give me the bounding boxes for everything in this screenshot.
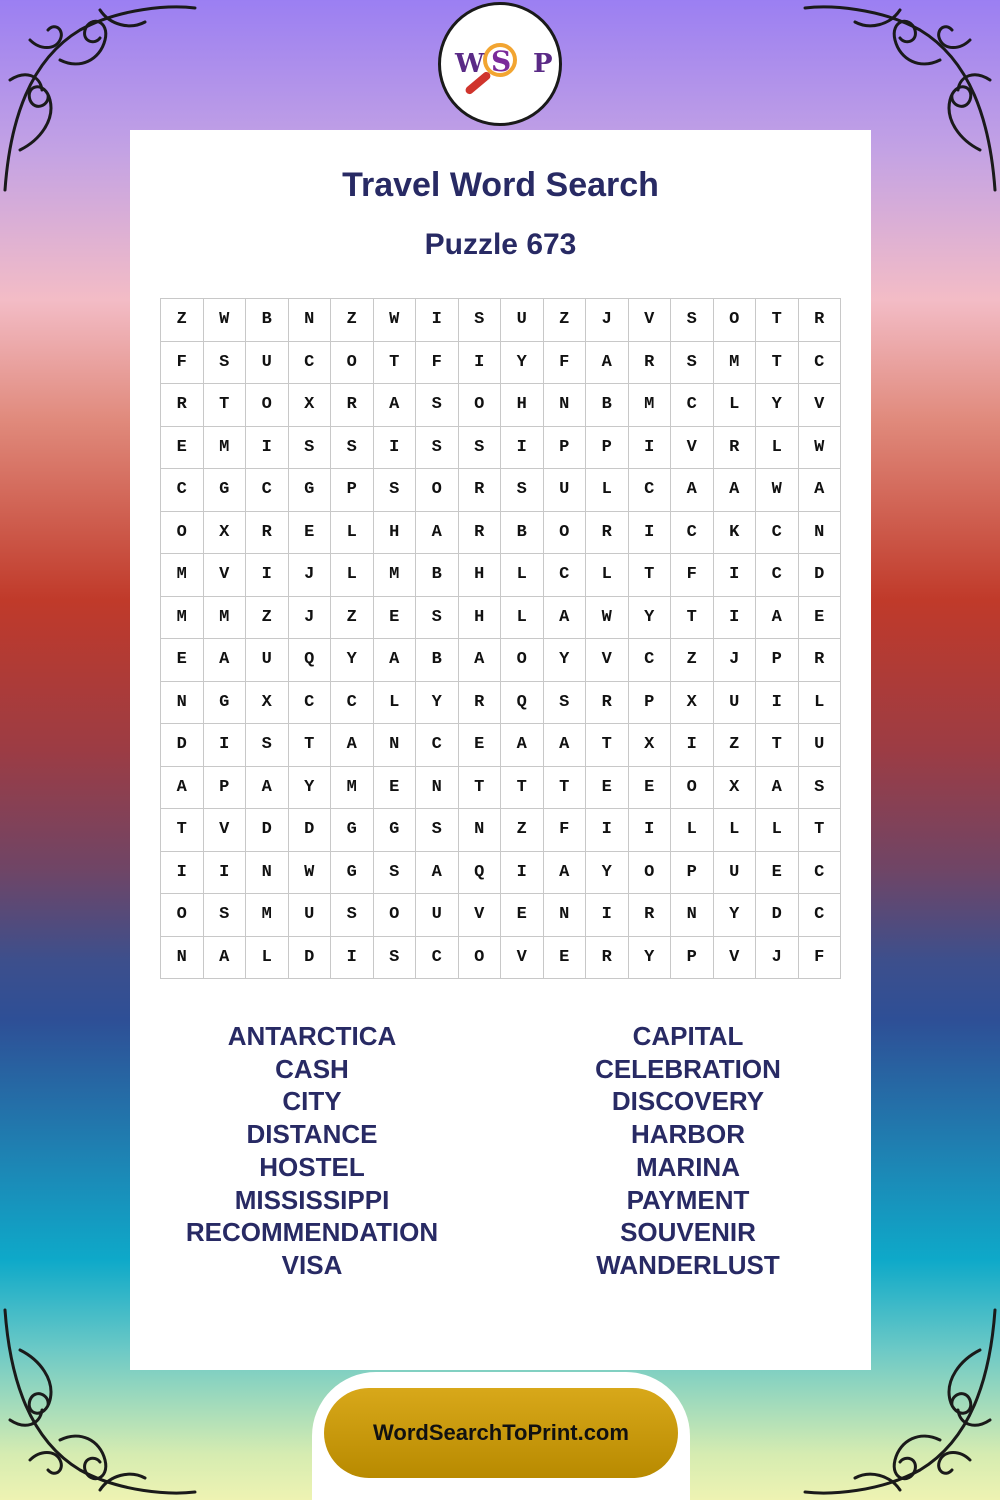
grid-cell[interactable]: W (204, 299, 247, 342)
word-list-item: SOUVENIR (620, 1217, 756, 1248)
grid-cell[interactable]: S (799, 767, 842, 810)
grid-cell[interactable]: A (501, 724, 544, 767)
grid-cell[interactable]: A (416, 512, 459, 555)
grid-cell[interactable]: Z (331, 299, 374, 342)
grid-cell[interactable]: C (799, 894, 842, 937)
grid-cell[interactable]: I (586, 894, 629, 937)
grid-cell[interactable]: P (331, 469, 374, 512)
grid-cell[interactable]: S (416, 384, 459, 427)
grid-cell[interactable]: A (586, 342, 629, 385)
grid-cell[interactable]: M (204, 427, 247, 470)
grid-cell[interactable]: L (501, 597, 544, 640)
grid-cell[interactable]: C (756, 512, 799, 555)
grid-cell[interactable]: Y (714, 894, 757, 937)
grid-cell[interactable]: I (331, 937, 374, 980)
grid-cell[interactable]: F (544, 342, 587, 385)
grid-cell[interactable]: P (204, 767, 247, 810)
grid-cell[interactable]: W (586, 597, 629, 640)
grid-cell[interactable]: C (331, 682, 374, 725)
grid-cell[interactable]: L (714, 384, 757, 427)
grid-cell[interactable]: Q (501, 682, 544, 725)
grid-cell[interactable]: S (331, 427, 374, 470)
grid-cell[interactable]: W (374, 299, 417, 342)
grid-cell[interactable]: I (586, 809, 629, 852)
grid-cell[interactable]: R (459, 512, 502, 555)
grid-cell[interactable]: C (289, 342, 332, 385)
grid-cell[interactable]: A (544, 852, 587, 895)
grid-cell[interactable]: O (246, 384, 289, 427)
footer-banner-wrap (312, 1372, 690, 1500)
grid-cell[interactable]: R (586, 512, 629, 555)
grid-cell[interactable]: S (374, 469, 417, 512)
word-list-item: VISA (281, 1249, 343, 1280)
grid-cell[interactable]: V (459, 894, 502, 937)
grid-cell[interactable]: A (756, 767, 799, 810)
grid-cell[interactable]: C (799, 342, 842, 385)
word-list-item: PAYMENT (626, 1184, 750, 1215)
grid-cell[interactable]: J (586, 299, 629, 342)
grid-cell[interactable]: T (204, 384, 247, 427)
word-list-item: RECOMMENDATION (185, 1217, 439, 1248)
grid-cell[interactable]: T (629, 554, 672, 597)
grid-cell[interactable]: I (416, 299, 459, 342)
grid-cell[interactable]: Q (459, 852, 502, 895)
grid-cell[interactable]: X (671, 682, 714, 725)
grid-cell[interactable]: M (246, 894, 289, 937)
grid-cell[interactable]: A (544, 724, 587, 767)
word-list-right (508, 1020, 868, 1282)
grid-cell[interactable]: Y (586, 852, 629, 895)
grid-cell[interactable]: Z (331, 597, 374, 640)
grid-cell[interactable]: S (544, 682, 587, 725)
grid-cell[interactable]: L (246, 937, 289, 980)
grid-cell[interactable]: D (289, 937, 332, 980)
grid-cell[interactable]: F (544, 809, 587, 852)
word-list-item: MARINA (636, 1151, 740, 1182)
grid-cell[interactable]: C (544, 554, 587, 597)
grid-cell[interactable]: S (416, 597, 459, 640)
grid-cell[interactable]: M (374, 554, 417, 597)
grid-cell[interactable]: A (671, 469, 714, 512)
grid-cell[interactable]: I (756, 682, 799, 725)
grid-cell[interactable]: O (671, 767, 714, 810)
word-list-item: CAPITAL (632, 1021, 744, 1051)
grid-cell[interactable]: L (714, 809, 757, 852)
grid-cell[interactable]: N (246, 852, 289, 895)
grid-cell[interactable]: A (714, 469, 757, 512)
grid-cell[interactable]: X (714, 767, 757, 810)
grid-cell[interactable]: M (714, 342, 757, 385)
grid-cell[interactable]: P (671, 852, 714, 895)
grid-cell[interactable]: E (629, 767, 672, 810)
grid-cell[interactable]: S (671, 342, 714, 385)
grid-cell[interactable]: A (246, 767, 289, 810)
grid-cell[interactable]: A (374, 639, 417, 682)
grid-cell[interactable]: Z (501, 809, 544, 852)
grid-cell[interactable]: T (161, 809, 204, 852)
grid-cell[interactable]: E (161, 427, 204, 470)
grid-cell[interactable]: E (799, 597, 842, 640)
grid-cell[interactable]: S (416, 809, 459, 852)
grid-cell[interactable]: B (246, 299, 289, 342)
grid-cell[interactable]: D (289, 809, 332, 852)
grid-cell[interactable]: O (374, 894, 417, 937)
grid-cell[interactable]: R (459, 682, 502, 725)
grid-cell[interactable]: H (374, 512, 417, 555)
grid-cell[interactable]: T (756, 724, 799, 767)
grid-cell[interactable]: E (459, 724, 502, 767)
grid-cell[interactable]: R (799, 639, 842, 682)
grid-cell[interactable]: U (246, 639, 289, 682)
grid-cell[interactable]: V (586, 639, 629, 682)
grid-cell[interactable]: C (416, 937, 459, 980)
grid-cell[interactable]: I (629, 427, 672, 470)
letter-grid (160, 298, 841, 979)
grid-cell[interactable]: U (416, 894, 459, 937)
grid-cell[interactable]: X (629, 724, 672, 767)
grid-cell[interactable]: Y (331, 639, 374, 682)
grid-cell[interactable]: A (161, 767, 204, 810)
grid-cell[interactable]: P (544, 427, 587, 470)
grid-cell[interactable]: S (459, 299, 502, 342)
grid-cell[interactable]: F (416, 342, 459, 385)
grid-cell[interactable]: N (459, 809, 502, 852)
grid-cell[interactable]: I (204, 724, 247, 767)
grid-cell[interactable]: V (204, 554, 247, 597)
grid-cell[interactable]: N (161, 937, 204, 980)
grid-cell[interactable]: A (459, 639, 502, 682)
grid-cell[interactable]: L (374, 682, 417, 725)
grid-cell[interactable]: O (629, 852, 672, 895)
grid-cell[interactable]: E (501, 894, 544, 937)
grid-cell[interactable]: L (799, 682, 842, 725)
grid-cell[interactable]: U (246, 342, 289, 385)
grid-cell[interactable]: T (586, 724, 629, 767)
grid-cell[interactable]: U (714, 682, 757, 725)
grid-cell[interactable]: R (246, 512, 289, 555)
grid-cell[interactable]: O (161, 894, 204, 937)
grid-cell[interactable]: B (501, 512, 544, 555)
word-list-item: CELEBRATION (595, 1053, 781, 1084)
grid-cell[interactable]: I (246, 554, 289, 597)
grid-cell[interactable]: N (289, 299, 332, 342)
grid-cell[interactable]: I (374, 427, 417, 470)
grid-cell[interactable]: W (799, 427, 842, 470)
grid-cell[interactable]: E (756, 852, 799, 895)
word-list-item: HOSTEL (259, 1151, 365, 1182)
grid-cell[interactable]: P (629, 682, 672, 725)
grid-cell[interactable]: A (799, 469, 842, 512)
grid-cell[interactable]: R (161, 384, 204, 427)
grid-cell[interactable]: E (161, 639, 204, 682)
grid-cell[interactable]: T (544, 767, 587, 810)
grid-cell[interactable]: T (799, 809, 842, 852)
grid-cell[interactable]: N (544, 894, 587, 937)
grid-cell[interactable]: P (586, 427, 629, 470)
grid-cell[interactable]: N (799, 512, 842, 555)
grid-cell[interactable]: F (671, 554, 714, 597)
grid-cell[interactable]: C (161, 469, 204, 512)
grid-cell[interactable]: O (416, 469, 459, 512)
grid-cell[interactable]: O (459, 937, 502, 980)
site-logo[interactable] (438, 2, 562, 126)
grid-cell[interactable]: O (501, 639, 544, 682)
grid-cell[interactable]: A (756, 597, 799, 640)
grid-cell[interactable]: Y (416, 682, 459, 725)
page-title: Travel Word Search (342, 166, 659, 204)
grid-cell[interactable]: U (501, 299, 544, 342)
grid-cell[interactable]: Z (161, 299, 204, 342)
grid-cell[interactable]: Y (289, 767, 332, 810)
grid-cell[interactable]: G (331, 809, 374, 852)
grid-cell[interactable]: Y (629, 937, 672, 980)
grid-cell[interactable]: L (586, 469, 629, 512)
grid-cell[interactable]: K (714, 512, 757, 555)
grid-cell[interactable]: Y (501, 342, 544, 385)
grid-cell[interactable]: P (671, 937, 714, 980)
grid-cell[interactable]: J (756, 937, 799, 980)
grid-cell[interactable]: I (714, 597, 757, 640)
grid-cell[interactable]: M (161, 554, 204, 597)
grid-cell[interactable]: E (374, 597, 417, 640)
grid-cell[interactable]: I (671, 724, 714, 767)
grid-cell[interactable]: J (289, 597, 332, 640)
grid-cell[interactable]: R (714, 427, 757, 470)
grid-cell[interactable]: M (204, 597, 247, 640)
grid-cell[interactable]: I (501, 427, 544, 470)
grid-cell[interactable]: T (756, 299, 799, 342)
grid-cell[interactable]: S (246, 724, 289, 767)
word-list-item: DISTANCE (246, 1119, 378, 1150)
grid-cell[interactable]: S (459, 427, 502, 470)
grid-cell[interactable]: T (459, 767, 502, 810)
grid-cell[interactable]: L (671, 809, 714, 852)
grid-cell[interactable]: I (246, 427, 289, 470)
grid-cell[interactable]: J (714, 639, 757, 682)
grid-cell[interactable]: C (671, 512, 714, 555)
grid-cell[interactable]: Z (246, 597, 289, 640)
grid-cell[interactable]: O (331, 342, 374, 385)
grid-cell[interactable]: W (756, 469, 799, 512)
grid-cell[interactable]: C (756, 554, 799, 597)
grid-cell[interactable]: P (756, 639, 799, 682)
grid-cell[interactable]: D (246, 809, 289, 852)
grid-cell[interactable]: I (459, 342, 502, 385)
grid-cell[interactable]: G (374, 809, 417, 852)
grid-cell[interactable]: M (161, 597, 204, 640)
grid-cell[interactable]: L (756, 427, 799, 470)
grid-cell[interactable]: S (374, 937, 417, 980)
grid-cell[interactable]: Y (629, 597, 672, 640)
word-list-left (132, 1020, 492, 1282)
grid-cell[interactable]: C (246, 469, 289, 512)
grid-cell[interactable]: Z (671, 639, 714, 682)
grid-cell[interactable]: A (204, 937, 247, 980)
grid-cell[interactable]: O (544, 512, 587, 555)
grid-cell[interactable]: C (289, 682, 332, 725)
grid-cell[interactable]: L (586, 554, 629, 597)
grid-cell[interactable]: V (501, 937, 544, 980)
grid-cell[interactable]: N (416, 767, 459, 810)
grid-cell[interactable]: O (161, 512, 204, 555)
grid-cell[interactable]: G (331, 852, 374, 895)
grid-cell[interactable]: Y (756, 384, 799, 427)
logo-letter-s: S (491, 45, 512, 78)
grid-cell[interactable]: S (671, 299, 714, 342)
grid-cell[interactable]: C (799, 852, 842, 895)
grid-cell[interactable]: A (544, 597, 587, 640)
grid-cell[interactable]: C (629, 469, 672, 512)
grid-cell[interactable]: S (416, 427, 459, 470)
grid-cell[interactable]: I (501, 852, 544, 895)
grid-cell[interactable]: E (586, 767, 629, 810)
grid-cell[interactable]: F (161, 342, 204, 385)
grid-cell[interactable]: D (799, 554, 842, 597)
grid-cell[interactable]: S (374, 852, 417, 895)
grid-cell[interactable]: C (671, 384, 714, 427)
grid-cell[interactable]: I (714, 554, 757, 597)
grid-cell[interactable]: E (289, 512, 332, 555)
grid-cell[interactable]: L (331, 554, 374, 597)
grid-cell[interactable]: D (756, 894, 799, 937)
grid-cell[interactable]: B (586, 384, 629, 427)
grid-cell[interactable]: A (416, 852, 459, 895)
grid-cell[interactable]: H (459, 597, 502, 640)
grid-cell[interactable]: U (544, 469, 587, 512)
grid-cell[interactable]: T (289, 724, 332, 767)
grid-cell[interactable]: H (459, 554, 502, 597)
grid-cell[interactable]: R (586, 682, 629, 725)
grid-cell[interactable]: N (161, 682, 204, 725)
grid-cell[interactable]: R (629, 342, 672, 385)
grid-cell[interactable]: U (799, 724, 842, 767)
grid-cell[interactable]: M (331, 767, 374, 810)
grid-cell[interactable]: O (459, 384, 502, 427)
word-list-item: ANTARCTICA (227, 1021, 397, 1051)
word-list-item: CASH (275, 1053, 349, 1084)
grid-cell[interactable]: N (374, 724, 417, 767)
grid-cell[interactable]: A (204, 639, 247, 682)
grid-cell[interactable]: W (289, 852, 332, 895)
grid-cell[interactable]: Q (289, 639, 332, 682)
grid-cell[interactable]: G (204, 469, 247, 512)
grid-cell[interactable]: I (629, 512, 672, 555)
puzzle-sheet (130, 130, 871, 1370)
grid-cell[interactable]: V (799, 384, 842, 427)
grid-cell[interactable]: S (204, 342, 247, 385)
word-list-item: WANDERLUST (596, 1249, 780, 1280)
grid-cell[interactable]: X (289, 384, 332, 427)
grid-cell[interactable]: E (374, 767, 417, 810)
logo-letter-w: W (455, 49, 485, 79)
grid-cell[interactable]: T (756, 342, 799, 385)
grid-cell[interactable]: C (629, 639, 672, 682)
grid-cell[interactable]: S (331, 894, 374, 937)
grid-cell[interactable]: A (331, 724, 374, 767)
grid-cell[interactable]: B (416, 639, 459, 682)
word-list-item: DISCOVERY (611, 1086, 765, 1117)
logo-letter-p: P (533, 49, 553, 79)
grid-cell[interactable]: Z (714, 724, 757, 767)
grid-cell[interactable]: U (714, 852, 757, 895)
grid-cell[interactable]: R (586, 937, 629, 980)
grid-cell[interactable]: O (714, 299, 757, 342)
grid-cell[interactable]: N (671, 894, 714, 937)
grid-cell[interactable]: A (374, 384, 417, 427)
grid-cell[interactable]: B (416, 554, 459, 597)
grid-cell[interactable]: S (204, 894, 247, 937)
grid-cell[interactable]: Y (544, 639, 587, 682)
grid-cell[interactable]: R (459, 469, 502, 512)
grid-cell[interactable]: R (331, 384, 374, 427)
grid-cell[interactable]: R (629, 894, 672, 937)
grid-cell[interactable]: L (501, 554, 544, 597)
grid-cell[interactable]: X (204, 512, 247, 555)
grid-cell[interactable]: T (671, 597, 714, 640)
grid-cell[interactable]: R (799, 299, 842, 342)
grid-cell[interactable]: D (161, 724, 204, 767)
puzzle-number: Puzzle 673 (424, 228, 577, 261)
grid-cell[interactable]: L (756, 809, 799, 852)
grid-cell[interactable]: C (416, 724, 459, 767)
grid-cell[interactable]: V (714, 937, 757, 980)
grid-cell[interactable]: Z (544, 299, 587, 342)
grid-cell[interactable]: E (544, 937, 587, 980)
word-list-item: CITY (282, 1086, 342, 1117)
grid-cell[interactable]: T (374, 342, 417, 385)
grid-cell[interactable]: V (204, 809, 247, 852)
grid-cell[interactable]: S (501, 469, 544, 512)
grid-cell[interactable]: I (629, 809, 672, 852)
word-list-item: HARBOR (630, 1119, 746, 1150)
grid-cell[interactable]: F (799, 937, 842, 980)
grid-cell[interactable]: N (544, 384, 587, 427)
grid-cell[interactable]: I (204, 852, 247, 895)
word-list-item: MISSISSIPPI (234, 1184, 390, 1215)
grid-cell[interactable]: I (161, 852, 204, 895)
grid-cell[interactable]: U (289, 894, 332, 937)
grid-cell[interactable]: G (204, 682, 247, 725)
grid-cell[interactable]: S (289, 427, 332, 470)
grid-cell[interactable]: H (501, 384, 544, 427)
grid-cell[interactable]: T (501, 767, 544, 810)
grid-cell[interactable]: M (629, 384, 672, 427)
grid-cell[interactable]: V (629, 299, 672, 342)
grid-cell[interactable]: X (246, 682, 289, 725)
grid-cell[interactable]: J (289, 554, 332, 597)
grid-cell[interactable]: V (671, 427, 714, 470)
grid-cell[interactable]: L (331, 512, 374, 555)
website-link[interactable]: WordSearchToPrint.com (324, 1388, 678, 1478)
grid-cell[interactable]: G (289, 469, 332, 512)
